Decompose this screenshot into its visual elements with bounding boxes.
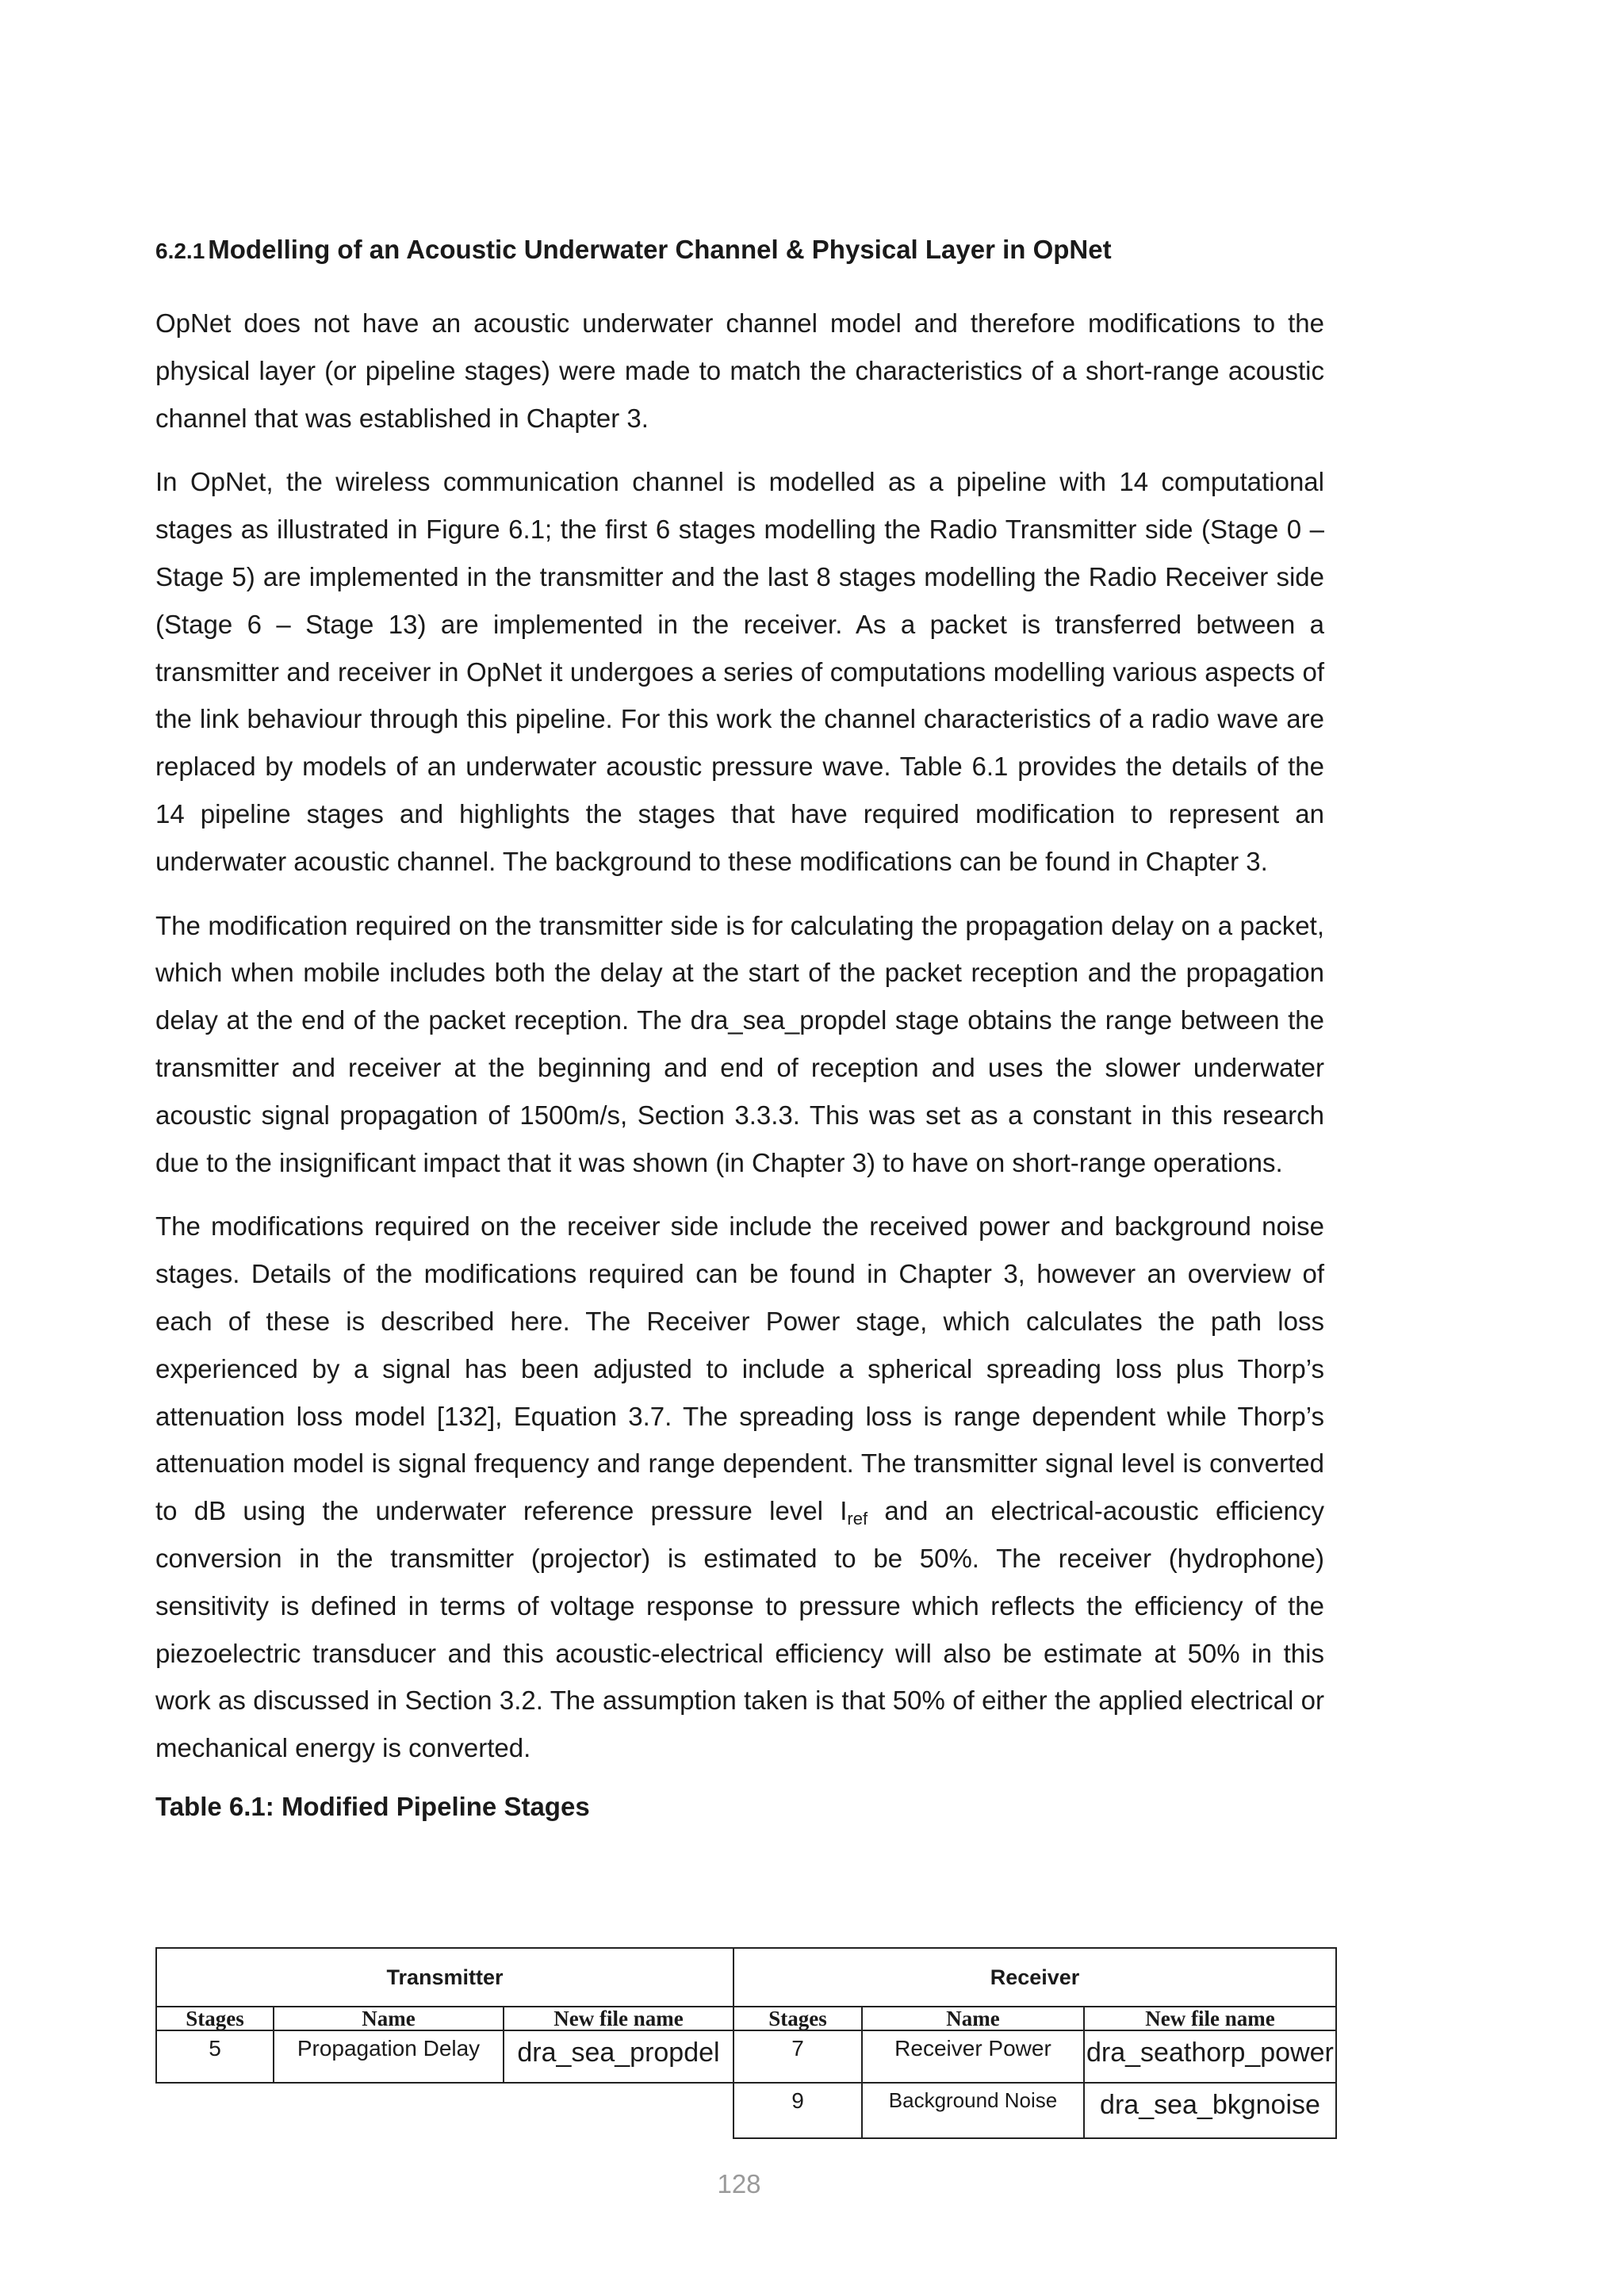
paragraph-4-text-a: The modifications required on the receiver side include the received power and background noise stages. Details of the modifications required can be found in Chapter 3, however an overview of each of these is described here. The Receiver Power stage, which calculates the path loss experienced by a signal has been adjusted to include a spherical spreading loss plus Thorp’s attenuation loss model [132], Equation 3.7. The spreading loss is range dependent while Thorp’s attenuation model is signal frequency and range dependent. The transmitter signal level is converted to dB using the underwater reference pressure level I — [155, 1211, 1324, 1526]
rx-col-name: Name — [861, 2006, 1085, 2031]
rx-col-stages: Stages — [733, 2006, 863, 2031]
receiver-header: Receiver — [733, 1947, 1337, 2007]
section-number: 6.2.1 — [155, 239, 205, 263]
table-caption: Table 6.1: Modified Pipeline Stages — [155, 1791, 590, 1821]
paragraph-4-text-b: and an electrical-acoustic efficiency conversion in the transmitter (projector) is estimated to be 50%. The receiver (hydrophone) sensitivity is defined in terms of voltage response to pressure which reflects the efficiency of the piezoelectric transducer and this acoustic-electrical efficiency will also be estimate at 50% in this work as discussed in Section 3.2. The assumption taken is that 50% of either the applied electrical or mechanical energy is converted. — [155, 1496, 1324, 1763]
rx-row-2-name: Background Noise — [861, 2082, 1085, 2139]
tx-col-stages: Stages — [155, 2006, 274, 2031]
paragraph-1: OpNet does not have an acoustic underwater channel model and therefore modifications to the physical layer (or pipeline stages) were made to match the characteristics of a short-range acoustic channel that was established in Chapter 3. — [155, 308, 1324, 433]
rx-row-1-file: dra_seathorp_power — [1083, 2030, 1337, 2084]
rx-col-file: New file name — [1083, 2006, 1337, 2031]
tx-row-name: Propagation Delay — [273, 2030, 504, 2084]
body-content — [155, 232, 1324, 1825]
tx-col-name: Name — [273, 2006, 504, 2031]
page-number: 128 — [717, 2169, 761, 2198]
rx-row-2-stage: 9 — [733, 2082, 863, 2139]
rx-row-2-file: dra_sea_bkgnoise — [1083, 2082, 1337, 2139]
tx-col-file: New file name — [503, 2006, 734, 2031]
paragraph-3: The modification required on the transmitter side is for calculating the propagation delay on a packet, which when mobile includes both the delay at the start of the packet reception and the propagation delay at the end of the packet reception. The dra_sea_propdel stage obtains the range between the transmitter and receiver at the beginning and end of reception and uses the slower underwater acoustic signal propagation of 1500m/s, Section 3.3.3. This was set as a constant in this research due to the insignificant impact that it was shown (in Chapter 3) to have on short-range operations. — [155, 910, 1324, 1177]
rx-row-1-name: Receiver Power — [861, 2030, 1085, 2084]
tx-row-file: dra_sea_propdel — [503, 2030, 734, 2084]
paragraph-2: In OpNet, the wireless communication channel is modelled as a pipeline with 14 computational stages as illustrated in Figure 6.1; the first 6 stages modelling the Radio Transmitter side (Stage 0 – Stage 5) are implemented in the transmitter and the last 8 stages modelling the Radio Receiver side (Stage 6 – Stage 13) are implemented in the receiver. As a packet is transferred between a transmitter and receiver in OpNet it undergoes a series of computations modelling various aspects of the link behaviour through this pipeline. For this work the channel characteristics of a radio wave are replaced by models of an underwater acoustic pressure wave. Table 6.1 provides the details of the 14 pipeline stages and highlights the stages that have required modification to represent an underwater acoustic channel. The background to these modifications can be found in Chapter 3. — [155, 467, 1324, 876]
section-title: Modelling of an Acoustic Underwater Channel & Physical Layer in OpNet — [208, 235, 1112, 264]
section-heading — [155, 232, 1324, 270]
iref-subscript: ref — [847, 1509, 868, 1529]
paragraph-4 — [155, 1203, 1324, 1772]
tx-row-stage: 5 — [155, 2030, 274, 2084]
transmitter-header: Transmitter — [155, 1947, 734, 2007]
rx-row-1-stage: 7 — [733, 2030, 863, 2084]
